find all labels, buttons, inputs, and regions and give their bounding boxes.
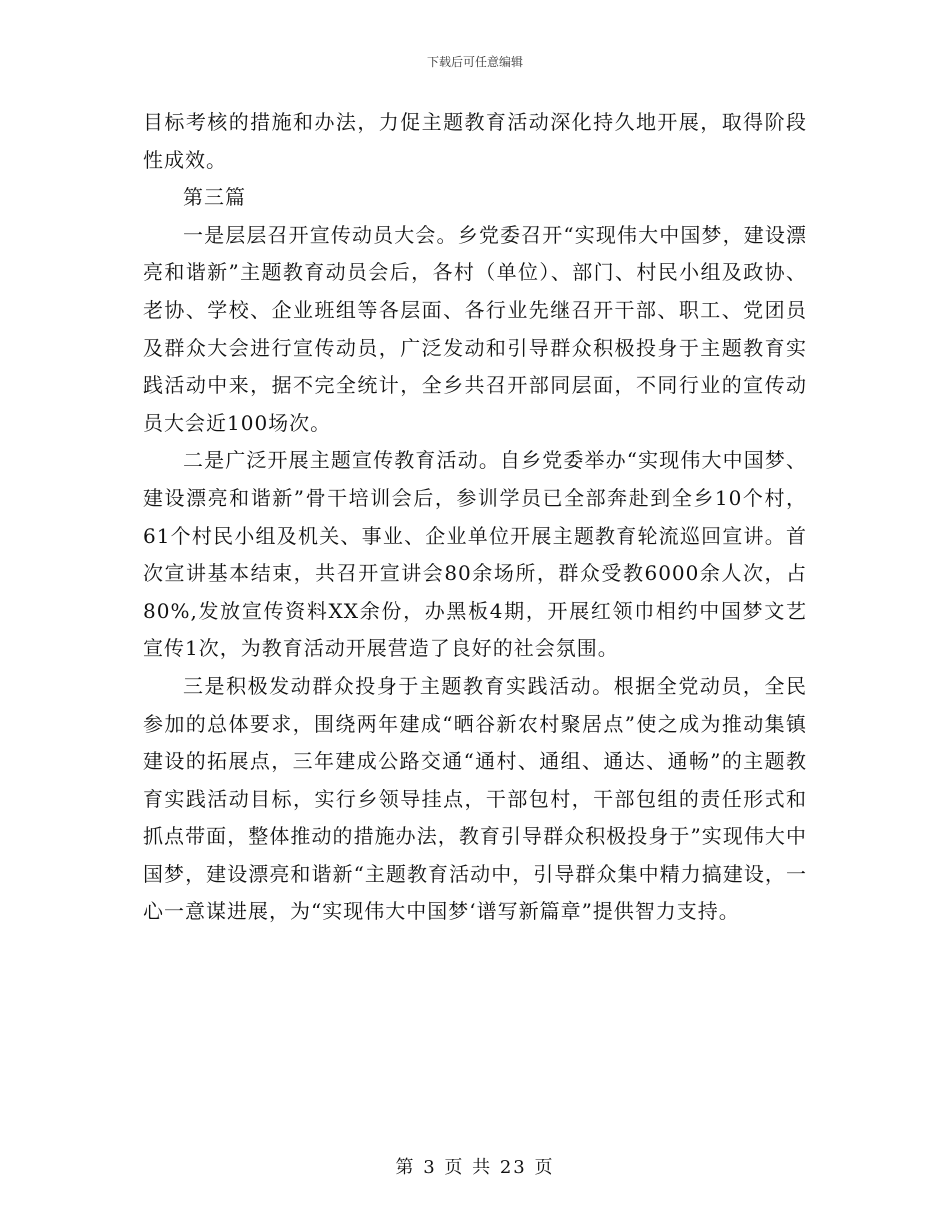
paragraph-mobilization: 一是层层召开宣传动员大会。乡党委召开“实现伟大中国梦，建设漂亮和谐新”主题教育动员会后，各村（单位）、部门、村民小组及政协、老协、学校、企业班组等各层面、各行业先继召开干部、职工、党团员及群众大会进行宣传动员，广泛发动和引导群众积极投身于主题教育实践活动中来，据不完全统计，全乡共召开部同层面，不同行业的宣传动员大会近100场次。 <box>143 222 807 435</box>
paragraph-publicity: 二是广泛开展主题宣传教育活动。自乡党委举办“实现伟大中国梦、建设漂亮和谐新”骨干培训会后，参训学员已全部奔赴到全乡10个村，61个村民小组及机关、事业、企业单位开展主题教育轮流巡回宣讲。首次宣讲基本结束，共召开宣讲会80余场所，群众受教6000余人次，占80%,发放宣传资料XX余份，办黑板4期，开展红领巾相约中国梦文艺宣传1次，为教育活动开展营造了良好的社会氛围。 <box>143 448 807 661</box>
paragraph-continuation: 目标考核的措施和办法，力促主题教育活动深化持久地开展，取得阶段性成效。 <box>143 110 807 172</box>
page-number: 第 3 页 共 23 页 <box>395 1157 555 1178</box>
section-heading: 第三篇 <box>183 185 246 210</box>
page-header-note: 下载后可任意编辑 <box>426 55 523 69</box>
paragraph-practice: 三是积极发动群众投身于主题教育实践活动。根据全党动员，全民参加的总体要求，围绕两年建成“晒谷新农村聚居点”使之成为推动集镇建设的拓展点，三年建成公路交通“通村、通组、通达、通畅”的主题教育实践活动目标，实行乡领导挂点，干部包村，干部包组的责任形式和抓点带面，整体推动的措施办法，教育引导群众积极投身于”实现伟大中国梦，建设漂亮和谐新“主题教育活动中，引导群众集中精力搞建设，一心一意谋进展，为“实现伟大中国梦‘谱写新篇章”提供智力支持。 <box>143 673 807 924</box>
document-body <box>143 104 807 931</box>
